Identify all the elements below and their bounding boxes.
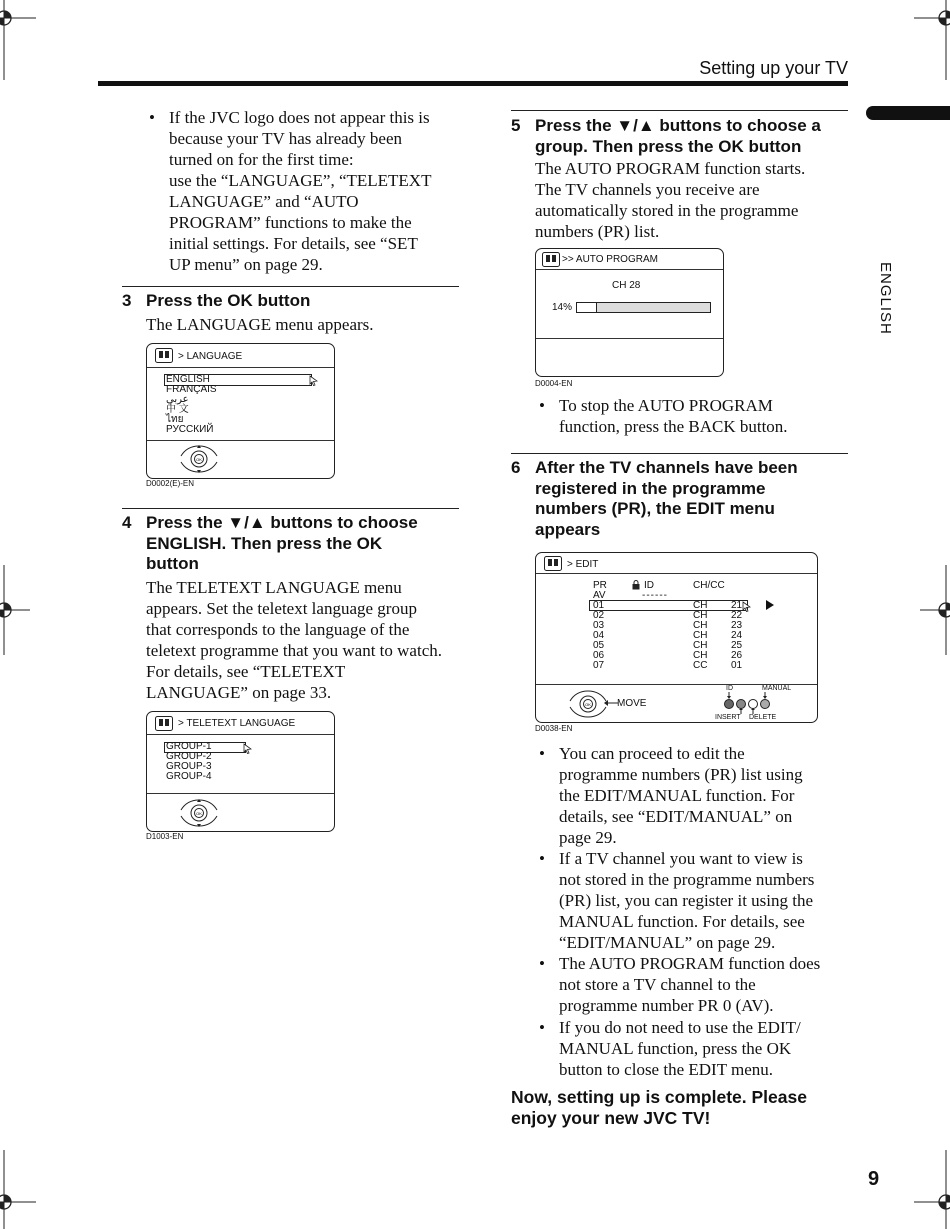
divider-step3 bbox=[122, 286, 459, 287]
step4-body: The TELETEXT LANGUAGE menu appears. Set the teletext language group that corresponds to the language of the teletext programme that you want to watch. For details, see “TELETEXT LANGUAGE” on page 33. bbox=[146, 578, 442, 702]
auto-screen-code: D0004-EN bbox=[535, 379, 573, 388]
divider-step4 bbox=[122, 508, 459, 509]
language-option[interactable]: ENGLISH bbox=[166, 374, 210, 385]
language-menu-title: > LANGUAGE bbox=[178, 351, 243, 362]
cursor-icon bbox=[309, 375, 318, 386]
auto-program-title: >> AUTO PROGRAM bbox=[562, 254, 658, 265]
stop-bullet: • To stop the AUTO PROGRAM function, press the BACK button. bbox=[539, 396, 788, 436]
header-rule bbox=[98, 81, 848, 86]
cursor-icon bbox=[243, 743, 252, 754]
language-option[interactable]: ไทย bbox=[166, 414, 184, 425]
bullet-manual: • If a TV channel you want to view is not stored in the programme numbers (PR) list, you can register it using the MANUAL function. For details, see “EDIT/MANUAL” on page 29. bbox=[539, 849, 815, 952]
col-chcc-header: CH/CC bbox=[693, 580, 725, 591]
edit-menu-title: > EDIT bbox=[567, 559, 599, 570]
closing-message: Now, setting up is complete. Please enjoy your new JVC TV! bbox=[511, 1087, 807, 1128]
svg-text:OK: OK bbox=[196, 811, 202, 816]
arrow-right-icon bbox=[766, 600, 774, 610]
step5-number: 5 bbox=[511, 116, 521, 135]
cursor-icon bbox=[742, 601, 751, 612]
auto-program-screen bbox=[535, 248, 724, 377]
move-label: MOVE bbox=[617, 698, 647, 709]
registration-mark-mid-left bbox=[0, 565, 30, 655]
step5-title: Press the ▼/▲ buttons to choose a group. Then press the OK button bbox=[535, 116, 821, 156]
step3-title: Press the OK button bbox=[146, 291, 311, 310]
auto-program-progress-track bbox=[576, 302, 711, 313]
table-row[interactable]: 07 bbox=[593, 660, 605, 671]
edit-color-keys: ID MANUAL INSERT DELETE bbox=[715, 685, 792, 721]
table-row[interactable]: 03 bbox=[593, 620, 605, 631]
registration-mark-bottom-left bbox=[0, 1150, 36, 1229]
table-row[interactable]: 01 bbox=[593, 600, 605, 611]
table-row[interactable]: 04 bbox=[593, 630, 605, 641]
col-pr-header: PR bbox=[593, 580, 607, 591]
language-menu-screen bbox=[146, 343, 335, 479]
lock-icon bbox=[632, 580, 640, 590]
menu-icon bbox=[155, 716, 173, 731]
table-row[interactable]: 02 bbox=[593, 610, 605, 621]
bullet-av: • The AUTO PROGRAM function does not store a TV channel to the programme number PR 0 (AV). bbox=[539, 954, 821, 1015]
step6-title: After the TV channels have been registered in the programme numbers (PR), the EDIT menu appears bbox=[535, 458, 798, 539]
registration-mark-bottom-right bbox=[914, 1150, 950, 1229]
edit-menu-screen bbox=[535, 552, 818, 723]
table-row[interactable]: 05 bbox=[593, 640, 605, 651]
divider-step5 bbox=[511, 110, 848, 111]
intro-bullet: • If the JVC logo does not appear this is because your TV has already been turned on for the first time: use the “LANGUAGE”, “TELETEXT LANGUAGE” and “AUTO PROGRAM” functions to make the initial settings. For details, see “SET UP menu” on page 29. bbox=[149, 108, 432, 274]
edit-num-column: 21 22 23 24 25 26 01 bbox=[731, 600, 743, 671]
page-number: 9 bbox=[868, 1168, 880, 1190]
group-option[interactable]: GROUP-3 bbox=[166, 761, 212, 772]
table-row[interactable]: AV bbox=[593, 590, 606, 601]
language-option[interactable]: 中 文 bbox=[166, 404, 189, 415]
bullet-close: • If you do not need to use the EDIT/ MANUAL function, press the OK button to close the EDIT menu. bbox=[539, 1018, 801, 1079]
col-id-header: ID bbox=[644, 580, 654, 591]
teletext-screen-code: D1003-EN bbox=[146, 832, 184, 841]
registration-mark-top-right bbox=[914, 0, 950, 80]
language-tab-bar bbox=[866, 106, 950, 120]
registration-mark-top-left bbox=[0, 0, 36, 80]
bullet-edit: • You can proceed to edit the programme numbers (PR) list using the EDIT/MANUAL function. For details, see “EDIT/MANUAL” on page 29. bbox=[539, 744, 803, 847]
language-screen-code: D0002(E)-EN bbox=[146, 479, 195, 488]
id-dashes: ------ bbox=[642, 590, 668, 601]
group-option[interactable]: GROUP-4 bbox=[166, 771, 212, 782]
divider-step6 bbox=[511, 453, 848, 454]
edit-ch-column: CH CH CH CH CH CH CC bbox=[693, 600, 708, 671]
group-option[interactable]: GROUP-1 bbox=[166, 741, 212, 752]
arrow-left-icon bbox=[604, 700, 618, 706]
step4-number: 4 bbox=[122, 513, 132, 532]
teletext-menu-title: > TELETEXT LANGUAGE bbox=[178, 718, 296, 729]
language-tab-label: ENGLISH bbox=[877, 262, 894, 335]
menu-icon bbox=[544, 556, 562, 571]
step5-body: The AUTO PROGRAM function starts. The TV channels you receive are automatically stored in the programme numbers (PR) list. bbox=[535, 159, 806, 241]
menu-icon bbox=[155, 348, 173, 363]
yellow-key-icon bbox=[749, 700, 758, 709]
section-title: Setting up your TV bbox=[699, 58, 848, 78]
menu-icon bbox=[542, 252, 560, 267]
auto-program-percent: 14% bbox=[552, 302, 573, 313]
edit-screen-code: D0038-EN bbox=[535, 724, 573, 733]
step3-number: 3 bbox=[122, 291, 132, 310]
group-option[interactable]: GROUP-2 bbox=[166, 751, 212, 762]
table-row[interactable]: 06 bbox=[593, 650, 605, 661]
registration-mark-mid-right bbox=[920, 565, 950, 655]
teletext-language-screen bbox=[146, 711, 335, 832]
blue-key-icon bbox=[761, 700, 770, 709]
edit-pr-column bbox=[593, 591, 606, 671]
green-key-icon bbox=[737, 700, 746, 709]
auto-program-channel: CH 28 bbox=[612, 280, 641, 291]
step6-number: 6 bbox=[511, 458, 521, 477]
ok-dpad-icon bbox=[177, 444, 221, 474]
svg-text:OK: OK bbox=[196, 457, 202, 462]
step4-title: Press the ▼/▲ buttons to choose ENGLISH. Then press the OK button bbox=[146, 513, 418, 573]
language-option[interactable]: РУССКИЙ bbox=[166, 424, 214, 435]
language-option[interactable]: FRANÇAIS bbox=[166, 384, 217, 395]
edit-selection-box bbox=[589, 600, 748, 611]
step3-body: The LANGUAGE menu appears. bbox=[146, 315, 374, 334]
ok-dpad-icon bbox=[177, 798, 221, 828]
language-option[interactable]: عربي bbox=[166, 394, 189, 405]
red-key-icon bbox=[725, 700, 734, 709]
svg-text:OK: OK bbox=[585, 702, 591, 707]
auto-program-progress-fill bbox=[577, 303, 597, 312]
